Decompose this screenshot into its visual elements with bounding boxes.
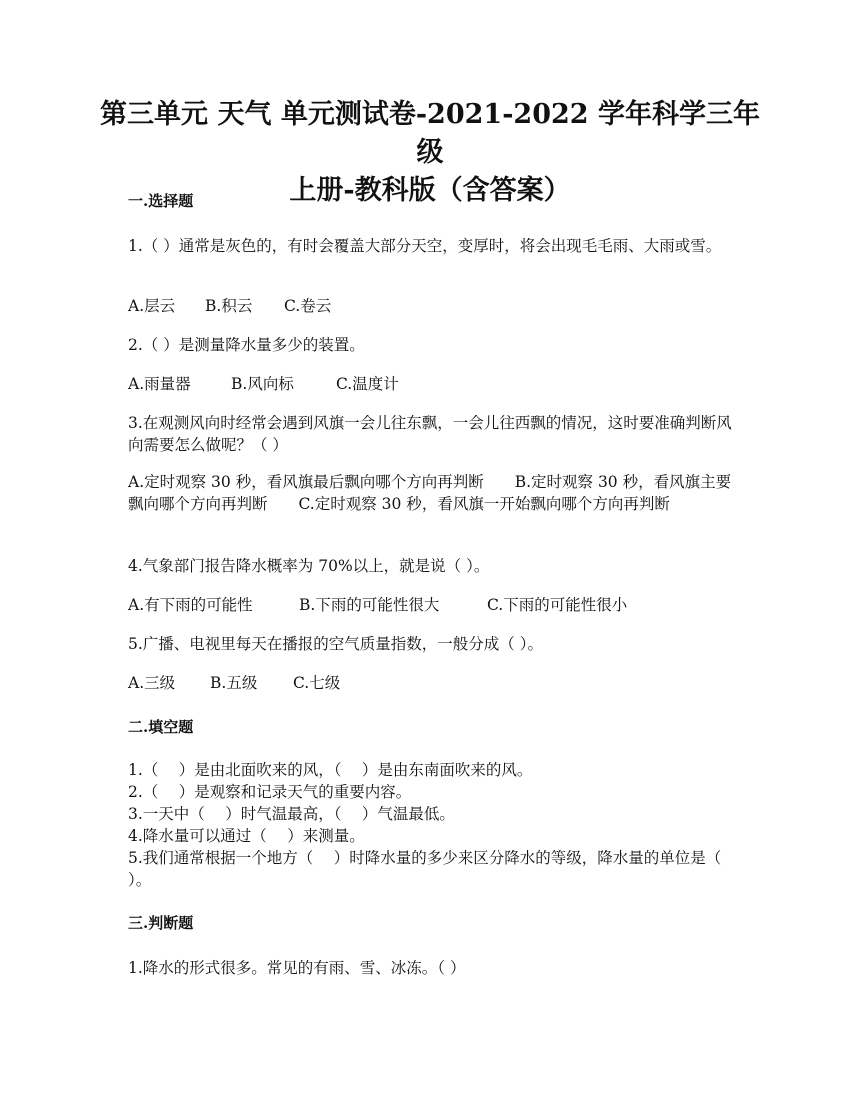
option-b: B.五级 <box>210 674 258 692</box>
question-1: 1.（ ）通常是灰色的，有时会覆盖大部分天空，变厚时，将会出现毛毛雨、大雨或雪。 <box>128 237 722 255</box>
option-a: A.雨量器 <box>128 375 191 393</box>
question-2-options <box>128 374 399 396</box>
option-a: A.层云 <box>128 297 176 315</box>
question-3-options: A.定时观察 30 秒，看风旗最后飘向哪个方向再判断 B.定时观察 30 秒，看风旗主要飘向哪个方向再判断 C.定时观察 30 秒，看风旗一开始飘向哪个方向再判断 <box>128 473 732 513</box>
question-5: 5.广播、电视里每天在播报的空气质量指数，一般分成（ ）。 <box>128 635 543 653</box>
fill-blank-list <box>128 759 742 891</box>
fill-item-5: 5.我们通常根据一个地方（ ）时降水量的多少来区分降水的等级，降水量的单位是（ ）。 <box>128 849 742 889</box>
option-b: B.下雨的可能性很大 <box>299 596 440 614</box>
question-5-options <box>128 673 340 695</box>
section-heading-true-false: 三.判断题 <box>128 914 194 932</box>
option-c: C.温度计 <box>336 375 399 393</box>
document-title <box>100 96 760 210</box>
judge-question-1: 1.降水的形式很多。常见的有雨、雪、冰冻。（ ） <box>128 959 466 977</box>
option-c: C.七级 <box>293 674 341 692</box>
title-line-2: 上册-教科版（含答案） <box>289 175 571 206</box>
option-b: B.风向标 <box>231 375 294 393</box>
option-c: C.下雨的可能性很小 <box>487 596 628 614</box>
option-a: A.三级 <box>128 674 176 692</box>
section-heading-fill-blank: 二.填空题 <box>128 718 194 736</box>
title-line-1: 第三单元 天气 单元测试卷-2021-2022 学年科学三年级 <box>100 99 760 168</box>
question-4-options <box>128 595 627 617</box>
question-2: 2.（ ）是测量降水量多少的装置。 <box>128 336 365 354</box>
fill-item-4: 4.降水量可以通过（ ）来测量。 <box>128 827 365 845</box>
question-4: 4.气象部门报告降水概率为 70%以上，就是说（ ）。 <box>128 557 490 575</box>
fill-item-3: 3.一天中（ ）时气温最高，（ ）气温最低。 <box>128 805 455 823</box>
option-b: B.积云 <box>205 297 253 315</box>
question-3: 3.在观测风向时经常会遇到风旗一会儿往东飘，一会儿往西飘的情况，这时要准确判断风向需要怎么做呢？（ ） <box>128 414 732 454</box>
option-c: C.卷云 <box>284 297 332 315</box>
question-1-options <box>128 296 331 318</box>
option-a: A.有下雨的可能性 <box>128 596 253 614</box>
section-heading-choice: 一.选择题 <box>128 192 194 210</box>
fill-item-1: 1.（ ）是由北面吹来的风，（ ）是由东南面吹来的风。 <box>128 761 533 779</box>
fill-item-2: 2.（ ）是观察和记录天气的重要内容。 <box>128 783 412 801</box>
